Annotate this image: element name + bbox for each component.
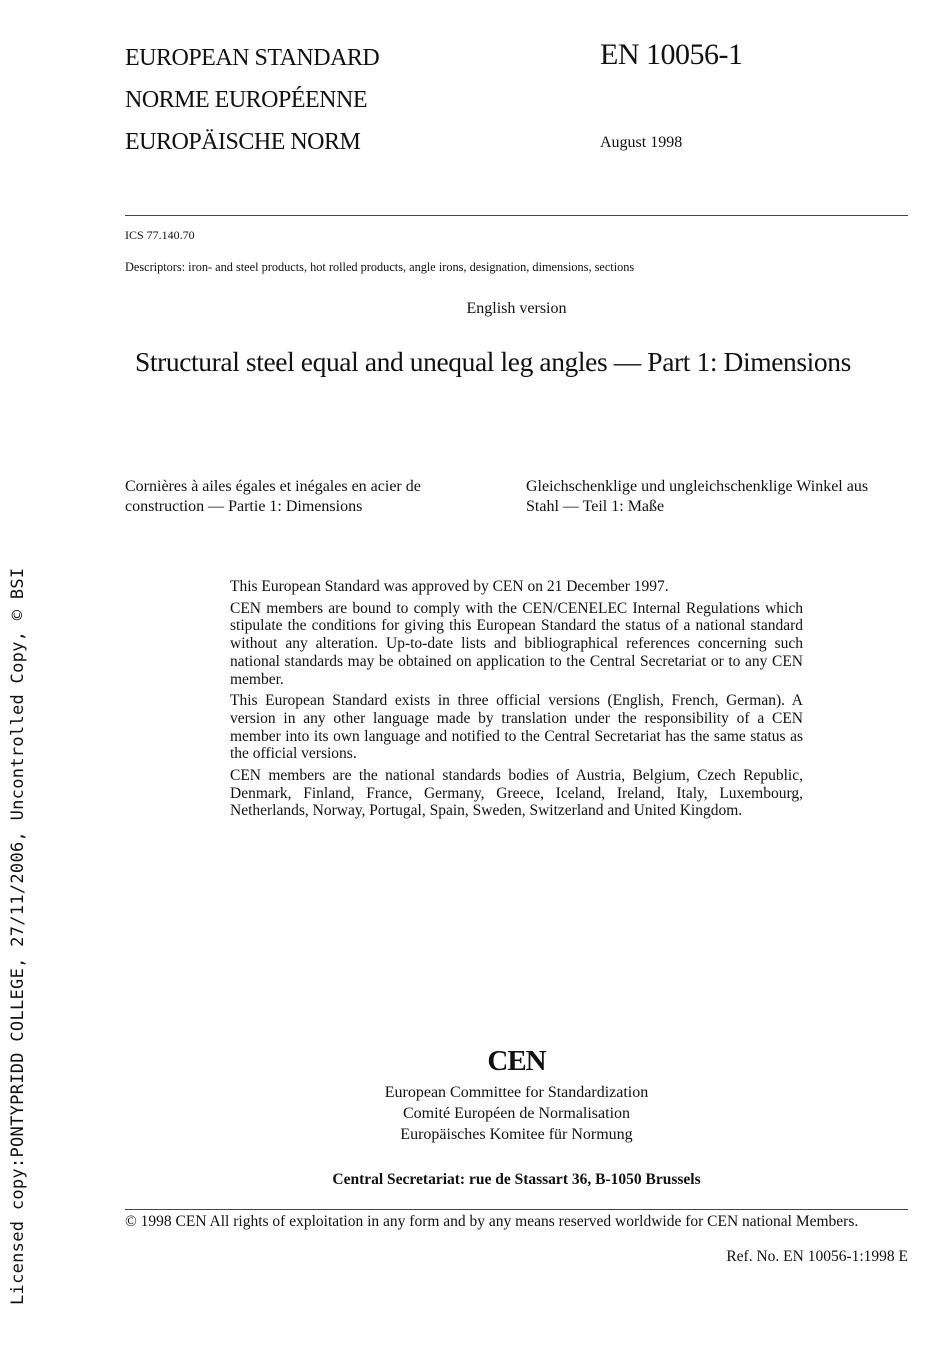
standard-number: EN 10056-1: [600, 38, 743, 71]
cen-logo: CEN: [487, 1045, 546, 1077]
cen-name-german: Europäisches Komitee für Normung: [400, 1126, 633, 1143]
version-label: English version: [466, 300, 567, 317]
title-french: NORME EUROPÉENNE: [125, 87, 367, 113]
cen-name-french: Comité Européen de Normalisation: [402, 1105, 631, 1122]
copyright-notice: © 1998 CEN All rights of exploitation in any form and by any means reserved worldwide for CEN national Members.: [125, 1213, 859, 1230]
approval-paragraph: This European Standard was approved by CEN on 21 December 1997.: [230, 578, 669, 595]
approval-paragraph: CEN members are the national standards bodies of Austria, Belgium, Czech Republic, Denmark, Finland, France, Germany, Greece, Iceland, Ireland, Italy, Luxembourg, Netherlands, Norway, Portugal, Spain, Sweden, Switzerland and United Kingdom.: [230, 767, 803, 820]
cen-name-english: European Committee for Standardization: [384, 1084, 649, 1101]
approval-section: [230, 578, 803, 824]
approval-paragraph: CEN members are bound to comply with the CEN/CENELEC Internal Regulations which stipulate the conditions for giving this European Standard the status of a national standard without any alteration. Up-to-date lists and bibliographical references concerning such national standards may be obtained on application to the Central Secretariat or to any CEN member.: [230, 599, 803, 688]
french-title: Cornières à ailes égales et inégales en acier de construction — Partie 1: Dimensions: [125, 478, 421, 515]
reference-number: Ref. No. EN 10056-1:1998 E: [726, 1248, 908, 1265]
approval-paragraph: This European Standard exists in three official versions (English, French, German). A version in any other language made by translation under the responsibility of a CEN member into its own language and notified to the Central Secretariat has the same status as the official versions.: [230, 692, 803, 763]
footer-divider: [125, 1209, 908, 1210]
title-english: EUROPEAN STANDARD: [125, 45, 380, 71]
ics-code: ICS 77.140.70: [125, 228, 195, 242]
cen-names: [0, 1082, 950, 1145]
descriptors: Descriptors: iron- and steel products, hot rolled products, angle irons, designation, dimensions, sections: [125, 260, 635, 274]
document-title: Structural steel equal and unequal leg angles — Part 1: Dimensions: [135, 346, 851, 377]
header-divider: [125, 215, 908, 216]
license-watermark: Licensed copy:PONTYPRIDD COLLEGE, 27/11/2006, Uncontrolled Copy, © BSI: [8, 567, 28, 1305]
publication-date: August 1998: [600, 134, 683, 151]
title-german: EUROPÄISCHE NORM: [125, 129, 361, 155]
central-secretariat: Central Secretariat: rue de Stassart 36, B-1050 Brussels: [332, 1171, 701, 1188]
german-title: Gleichschenklige und ungleichschenklige Winkel aus Stahl — Teil 1: Maße: [526, 478, 869, 515]
